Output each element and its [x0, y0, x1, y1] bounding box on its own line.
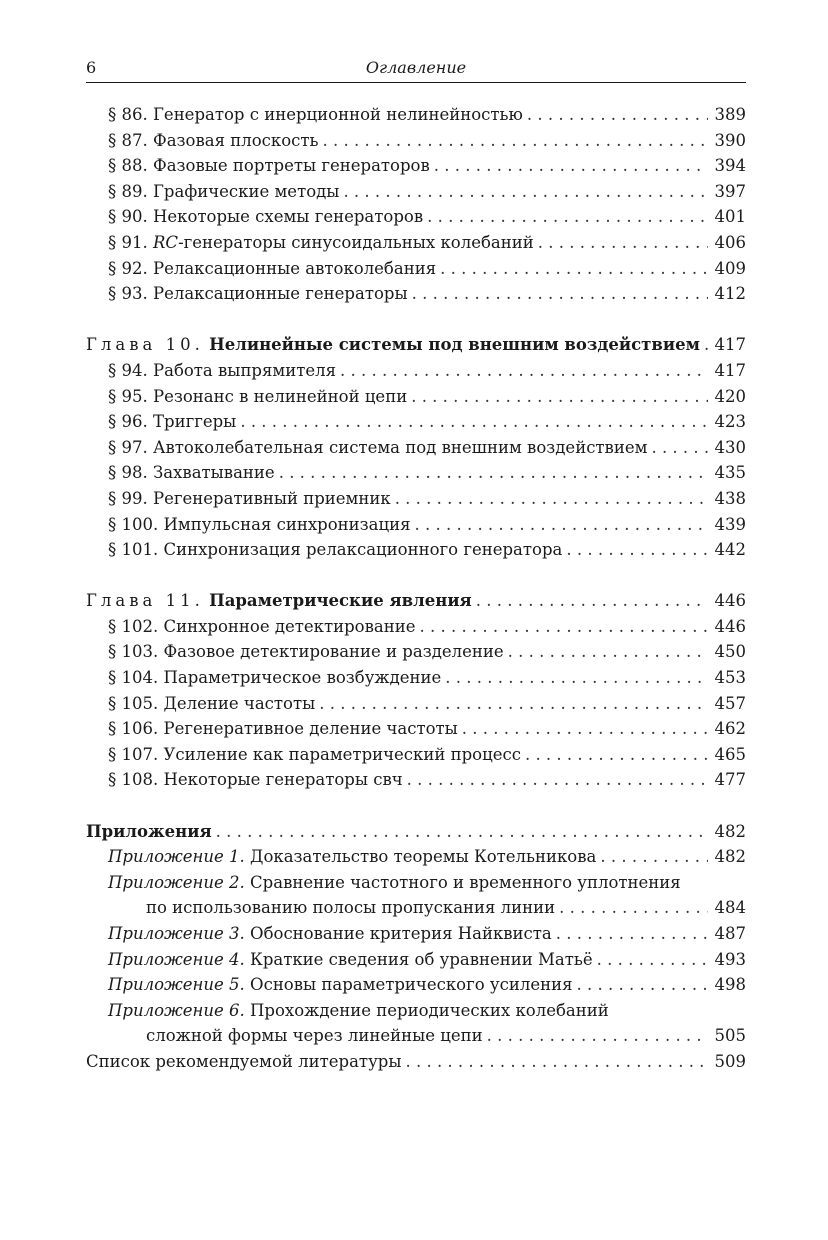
toc-entry[interactable]: § 87. Фазовая плоскость . . . 390	[86, 128, 746, 154]
toc-page-number: 439	[714, 514, 746, 534]
leader-dots	[462, 716, 708, 742]
toc-appendix-entry[interactable]: Приложение 3. Обоснование критерия Найквиста . . . 487	[86, 921, 746, 947]
toc-page-number: 420	[714, 386, 746, 406]
toc-entry[interactable]: § 93. Релаксационные генераторы . . . 412	[86, 281, 746, 307]
toc-entry[interactable]: § 91. RC-генераторы синусоидальных колебаний . . . 406	[86, 230, 746, 256]
leader-dots	[508, 639, 708, 665]
leader-dots	[343, 179, 708, 205]
leader-dots	[340, 358, 708, 384]
leader-dots	[525, 742, 708, 768]
leader-dots	[538, 230, 708, 256]
toc-page-number: 453	[714, 668, 746, 688]
leader-dots	[577, 972, 708, 998]
toc-chapter-10[interactable]: Глава 10. Нелинейные системы под внешним воздействием . . . 417	[86, 332, 746, 358]
toc-page-number: 442	[714, 540, 746, 560]
toc-appendix-entry-line1[interactable]: Приложение 6. Прохождение периодических колебаний	[108, 1000, 609, 1020]
toc-page-number: 390	[714, 130, 746, 150]
leader-dots	[600, 844, 708, 870]
toc-page-number: 412	[714, 284, 746, 304]
page-number: 6	[86, 58, 97, 77]
leader-dots	[419, 614, 708, 640]
toc-page-number: 397	[714, 181, 746, 201]
toc-page-number: 417	[714, 360, 746, 380]
toc-page-number: 457	[714, 693, 746, 713]
toc-page-number: 477	[714, 770, 746, 790]
toc-entry[interactable]: § 95. Резонанс в нелинейной цепи . . . 420	[86, 384, 746, 410]
leader-dots	[323, 128, 709, 154]
leader-dots	[556, 921, 708, 947]
toc-entry[interactable]: § 89. Графические методы . . . 397	[86, 179, 746, 205]
toc-entry[interactable]: § 101. Синхронизация релаксационного генератора . . . 442	[86, 537, 746, 563]
toc-entry[interactable]: § 94. Работа выпрямителя . . . 417	[86, 358, 746, 384]
toc-entry[interactable]: § 103. Фазовое детектирование и разделение . . . 450	[86, 639, 746, 665]
toc-page-number: 446	[714, 591, 746, 611]
leader-dots	[216, 819, 708, 845]
toc-page-number: 484	[714, 898, 746, 918]
leader-dots	[412, 281, 708, 307]
leader-dots	[279, 460, 708, 486]
leader-dots	[445, 665, 708, 691]
toc-appendices[interactable]: Приложения . . . 482	[86, 819, 746, 845]
leader-dots	[319, 691, 708, 717]
header-title: Оглавление	[365, 58, 467, 77]
toc-page-number: 417	[714, 335, 746, 355]
toc-page-number: 401	[714, 207, 746, 227]
toc-page-number: 450	[714, 642, 746, 662]
leader-dots	[704, 332, 708, 358]
toc-entry[interactable]: § 86. Генератор с инерционной нелинейностью . . . 389	[86, 102, 746, 128]
leader-dots	[240, 409, 708, 435]
leader-dots	[405, 1049, 708, 1075]
toc-entry[interactable]: § 104. Параметрическое возбуждение . . . 453	[86, 665, 746, 691]
leader-dots	[487, 1023, 708, 1049]
toc-appendix-entry-line2[interactable]: по использованию полосы пропускания линии . . . 484	[86, 895, 746, 921]
toc-entry[interactable]: § 98. Захватывание . . . 435	[86, 460, 746, 486]
leader-dots	[476, 588, 708, 614]
toc-page-number: 493	[714, 949, 746, 969]
toc-appendix-entry[interactable]: Приложение 1. Доказательство теоремы Котельникова . . . 482	[86, 844, 746, 870]
leader-dots	[597, 947, 708, 973]
toc-entry[interactable]: § 102. Синхронное детектирование . . . 446	[86, 614, 746, 640]
toc-appendix-entry[interactable]: Приложение 4. Краткие сведения об уравнении Матьё . . . 493	[86, 947, 746, 973]
leader-dots	[415, 512, 709, 538]
toc-entry[interactable]: § 96. Триггеры . . . 423	[86, 409, 746, 435]
toc-page-number: 389	[714, 105, 746, 124]
leader-dots	[411, 384, 708, 410]
toc-appendix-entry[interactable]: Приложение 5. Основы параметрического усиления . . . 498	[86, 972, 746, 998]
toc-entry[interactable]: § 105. Деление частоты . . . 457	[86, 691, 746, 717]
toc-page-number: 482	[714, 821, 746, 841]
toc-page-number: 509	[714, 1051, 746, 1071]
toc-page-number: 406	[714, 232, 746, 252]
toc-page-number: 465	[714, 744, 746, 764]
leader-dots	[651, 435, 708, 461]
leader-dots	[407, 767, 708, 793]
table-of-contents	[86, 102, 746, 1075]
toc-page-number: 487	[714, 924, 746, 943]
toc-entry[interactable]: § 108. Некоторые генераторы свч . . . 477	[86, 767, 746, 793]
toc-bibliography[interactable]: Список рекомендуемой литературы . . . 509	[86, 1049, 746, 1075]
toc-page-number: 409	[714, 258, 746, 278]
leader-dots	[527, 102, 708, 128]
toc-page-number: 498	[714, 975, 746, 995]
toc-page-number: 423	[714, 412, 746, 432]
toc-page-number: 394	[714, 156, 746, 176]
toc-appendix-entry-line2[interactable]: сложной формы через линейные цепи . . . 505	[86, 1023, 746, 1049]
toc-entry[interactable]: § 106. Регенеративное деление частоты . . . 462	[86, 716, 746, 742]
toc-page-number: 430	[714, 437, 746, 457]
toc-page-number: 435	[714, 463, 746, 483]
leader-dots	[395, 486, 708, 512]
running-header	[86, 56, 746, 83]
toc-page-number: 462	[714, 719, 746, 739]
toc-entry[interactable]: § 97. Автоколебательная система под внешним воздействием . . . 430	[86, 435, 746, 461]
toc-page-number: 505	[714, 1026, 746, 1046]
toc-entry[interactable]: § 88. Фазовые портреты генераторов . . . 394	[86, 153, 746, 179]
leader-dots	[566, 537, 708, 563]
leader-dots	[559, 895, 708, 921]
toc-page-number: 482	[714, 847, 746, 867]
toc-entry[interactable]: § 99. Регенеративный приемник . . . 438	[86, 486, 746, 512]
toc-entry[interactable]: § 107. Усиление как параметрический процесс . . . 465	[86, 742, 746, 768]
toc-appendix-entry-line1[interactable]: Приложение 2. Сравнение частотного и временного уплотнения	[108, 872, 681, 892]
toc-page-number: 446	[714, 616, 746, 636]
toc-entry[interactable]: § 92. Релаксационные автоколебания . . . 409	[86, 256, 746, 282]
leader-dots	[427, 204, 708, 230]
toc-entry[interactable]: § 100. Импульсная синхронизация . . . 439	[86, 512, 746, 538]
toc-entry[interactable]: § 90. Некоторые схемы генераторов . . . 401	[86, 204, 746, 230]
toc-page-number: 438	[714, 488, 746, 508]
leader-dots	[440, 256, 708, 282]
leader-dots	[434, 153, 708, 179]
toc-chapter-11[interactable]: Глава 11. Параметрические явления . . . 446	[86, 588, 746, 614]
